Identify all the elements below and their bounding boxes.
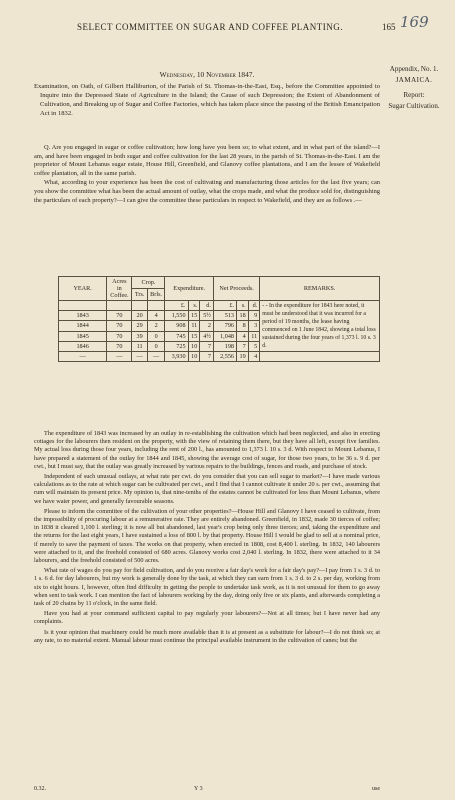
currency-pence: d. <box>248 301 260 311</box>
cell-exp-pence: 5½ <box>200 311 214 321</box>
cell-exp-pounds: 1,550 <box>165 311 188 321</box>
cell-trs: — <box>132 352 147 362</box>
cell-net-pounds: 198 <box>213 341 236 351</box>
header-expenditure: Expenditure. <box>165 277 213 301</box>
table-total-row <box>59 352 380 362</box>
cell-net-pounds: 513 <box>213 311 236 321</box>
cell-brls: 0 <box>147 331 165 341</box>
cell-year: 1846 <box>59 341 107 351</box>
cell-exp-shillings: 10 <box>188 341 200 351</box>
cell-net-shillings: 8 <box>237 321 249 331</box>
header-crop: Crop. <box>132 277 165 289</box>
margin-report-line2: Sugar Cultivation. <box>388 102 440 110</box>
cell-net-shillings: 18 <box>237 311 249 321</box>
cell-trs: 20 <box>132 311 147 321</box>
cell-exp-pence: 4½ <box>200 331 214 341</box>
currency-pounds: £. <box>213 301 236 311</box>
currency-shillings: s. <box>188 301 200 311</box>
qa-paragraph-2: What, according to your experience has been the cost of cultivating and manufacturing those articles for the last five years; can you show the committee what has been the actual amount of outlay, what the crops made, and what the produce sold for, distinguishing the particulars of each property?—I can give the committee these particulars in respect to Wakefield, and they are as follows .— <box>34 179 380 204</box>
date-line: Wednesday, 10 November 1847. <box>159 70 255 79</box>
cell-net-pounds: 2,556 <box>213 352 236 362</box>
cell-brls: 0 <box>147 341 165 351</box>
currency-pence: d. <box>200 301 214 311</box>
body-paragraph-4: What rate of wages do you pay for field cultivation, and do you receive a fair day's work for a fair day's pay?—I pay from 1 s. 3 d. to 1 s. 6 d. for day labourers, but my work is generally done by the task, at which they can earn from 1 s. 3 d. to 2 s. per day, working from six to eight hours. I, however, often find difficulty in getting the people to undertake task work, as it is not unusual for them to go away when sent to task work. I can mention the fact of labourers working by the day, doing only five or six plants, and afterwards completing a task of 20 chains by 11 o'clock, in the same field. <box>34 567 380 608</box>
body-paragraph-3: Please to inform the committee of the cultivation of your other properties?—House Hill and Glanovy I have ceased to cultivate, from the impossibility of procuring labour at a remunerative rate. They are entirely abandoned. Greenfield, in 1832, made 30 tierces of coffee; in 1838 it cleared 1,100 l. sterling; it is now all but abandoned, last year's crop being only three tierces; and, taking the expenditure and the returns for the last eight years, I have sustained a loss of 800 l. by that property. House Hill I would be glad to sell at a nominal price, if merely to save the payment of taxes. The works on that property, when erected in 1808, cost 8,400 l. sterling. In 1832, 140 labourers were attached to it, and the freehold consisted of 680 acres. Glanovy works cost 2,040 l. sterling. In 1832, there were attached to it 34 labourers, and the freehold consisted of 500 acres. <box>34 507 380 565</box>
footer-signature-mark: Y 3 <box>194 786 203 792</box>
body-paragraph-5: Have you had at your command sufficient capital to pay regularly your labourers?—Not at all times; but I have never had any complaints. <box>34 610 380 626</box>
cell-acres: — <box>107 352 132 362</box>
cell-trs: 39 <box>132 331 147 341</box>
cell-exp-pounds: 908 <box>165 321 188 331</box>
margin-jamaica: JAMAICA. <box>395 76 433 84</box>
cell-exp-pence: 7 <box>200 341 214 351</box>
cell-exp-pence: 7 <box>200 352 214 362</box>
accounts-table <box>58 276 380 362</box>
cell-acres: 70 <box>107 331 132 341</box>
currency-pounds: £. <box>165 301 188 311</box>
cell-year: — <box>59 352 107 362</box>
cell-acres: 70 <box>107 311 132 321</box>
body-paragraph-6: Is it your opinion that machinery could be much more available than it is at present as a substitute for labour?—I do not think so; at any rate, to no material extent. Manual labour must continue the principal available instrument in the cultivation of canes; but the <box>34 628 380 644</box>
body-paragraph-2: Independent of such unusual outlays, at what rate per cwt. do you consider that you can sell sugar to market?—I have made various calculations as to the rate at which sugar can be cultivated per cwt., and I find that I cannot cultivate it under 20 s. per cwt., assuming that rum will maintain its present price. My opinion is, that nine-tenths of the estates cannot be cultivated for less than Mount Lebanus, where we have water power, and generally favourable seasons. <box>34 473 380 505</box>
cell-exp-shillings: 10 <box>188 352 200 362</box>
cell-exp-pounds: 725 <box>165 341 188 351</box>
cell-year: 1845 <box>59 331 107 341</box>
cell-year: 1843 <box>59 311 107 321</box>
cell-net-pounds: 1,048 <box>213 331 236 341</box>
remarks-cell: - - In the expenditure for 1843 here noted, it must be understood that it was incurred for a period of 19 months, the lease having commenced on 1 June 1842, showing a total loss sustained during the four years of 1,373 l. 10 s. 3 d. <box>260 301 380 352</box>
cell-exp-shillings: 15 <box>188 331 200 341</box>
cell-brls: 4 <box>147 311 165 321</box>
cell-net-shillings: 7 <box>237 341 249 351</box>
cell-brls: 2 <box>147 321 165 331</box>
cell-net-pence: 3 <box>248 321 260 331</box>
running-title: SELECT COMMITTEE ON SUGAR AND COFFEE PLANTING. <box>76 22 344 32</box>
cell-net-pounds: 796 <box>213 321 236 331</box>
header-acres: Acres in Coffee. <box>107 277 132 301</box>
margin-report-line1: Report: <box>403 91 425 99</box>
cell-exp-pounds: 745 <box>165 331 188 341</box>
cell-net-pence: 4 <box>248 352 260 362</box>
cell-exp-pence: 2 <box>200 321 214 331</box>
header-year: YEAR. <box>59 277 107 301</box>
header-brls: Brls. <box>147 289 165 301</box>
header-trs: Trs. <box>132 289 147 301</box>
margin-note <box>376 64 452 112</box>
cell-acres: 70 <box>107 341 132 351</box>
cell-net-shillings: 19 <box>237 352 249 362</box>
examination-heading: Examination, on Oath, of Gilbert Halliburton, of the Parish of St. Thomas-in-the-East, Esq., before the Committee appointed to Inquire into the Depressed State of Agriculture in the Island; the Cause of such Depression; the Extent of Abandonment of Cultivation, and Breaking up of Sugar and Coffee Factories, which has taken place since the passing of the British Emancipation Act in 1832. <box>34 83 380 117</box>
footer-left: 0.32. <box>34 786 46 792</box>
qa-paragraph-1: Q. Are you engaged in sugar or coffee cultivation; how long have you been so; to what extent, and in what part of the island?—I am, and have been engaged in both sugar and coffee cultivation for the last 28 years, in the parish of St. Thomas-in-the-East. I am the proprietor of Mount Lebanus sugar estate, House Hill, Greenfield, and Glanovy coffee plantations, and I am the lessee of Wakefield coffee plantation, all in the same parish. <box>34 144 380 177</box>
cell-net-shillings: 4 <box>237 331 249 341</box>
cell-trs: 11 <box>132 341 147 351</box>
page-number: 165 <box>382 22 396 32</box>
footer-catchword: use <box>372 786 380 792</box>
body-paragraph-1: The expenditure of 1843 was increased by an outlay in re-establishing the cultivation which had been neglected, and also in erecting cottages for the labourers then resident on the property, with the view of retaining them there, but they have all left, except five families. My actual loss during those four years, including the rent of 200 l., has amounted to 1,373 l. 10 s. 3 d. With respect to Mount Lebanus, I have prepared a statement of the outlay for 1844 and 1845, showing the average cost of sugar, for those two years, to be 36 s. 9 d. per cwt., but I must say, that the outlay was greatly increased by various repairs to the buildings, fences and roads, and purchase of stock. <box>34 430 380 470</box>
handwritten-page-number: 169 <box>400 13 429 31</box>
cell-net-pence: 9 <box>248 311 260 321</box>
currency-shillings: s. <box>237 301 249 311</box>
cell-net-pence: 5 <box>248 341 260 351</box>
cell-year: 1844 <box>59 321 107 331</box>
cell-brls: — <box>147 352 165 362</box>
cell-exp-pounds: 3,930 <box>165 352 188 362</box>
question-answer-block <box>34 144 380 206</box>
cell-acres: 70 <box>107 321 132 331</box>
cell-trs: 29 <box>132 321 147 331</box>
cell-net-pence: 11 <box>248 331 260 341</box>
cell-exp-shillings: 11 <box>188 321 200 331</box>
cell-exp-shillings: 15 <box>188 311 200 321</box>
body-text <box>34 430 380 647</box>
margin-appendix: Appendix, No. 1. <box>389 65 439 73</box>
header-remarks: REMARKS. <box>260 277 380 301</box>
header-net-proceeds: Net Proceeds. <box>213 277 259 301</box>
